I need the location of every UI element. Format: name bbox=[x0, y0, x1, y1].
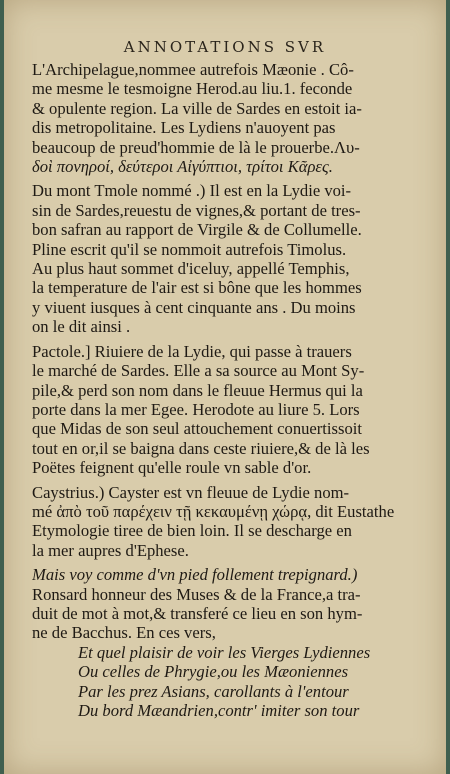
text-line: Caystrius.) Cayster est vn fleuue de Lydie nom- bbox=[32, 482, 350, 502]
verse-line: Ou celles de Phrygie,ou les Mæoniennes bbox=[78, 662, 349, 682]
text-line: Etymologie tiree de bien loin. Il se descharge en bbox=[32, 521, 352, 541]
running-header: ANNOTATIONS SVR bbox=[123, 38, 327, 56]
page-body bbox=[32, 60, 436, 720]
text-line: pile,& perd son nom dans le fleuue Hermus qui la bbox=[32, 380, 363, 400]
text-line: L'Archipelague,nommee autrefois Mæonie . Cô- bbox=[32, 60, 354, 79]
text-line: mé ἀπὸ τοῦ παρέχειν τῇ κεκαυμένῃ χώρᾳ, dit Eustathe bbox=[32, 501, 395, 521]
text-line: & opulente region. La ville de Sardes en estoit ia- bbox=[32, 98, 362, 118]
text-line: duit de mot à mot,& transferé ce lieu en son hym- bbox=[32, 603, 363, 623]
text-line: beaucoup de preud'hommie de là le prouerbe.Λυ- bbox=[32, 137, 360, 157]
verse-line: Par les prez Asians, carollants à l'entour bbox=[78, 681, 349, 701]
text-line: porte dans la mer Egee. Herodote au liure 5. Lors bbox=[32, 399, 360, 419]
text-line: tout en or,il se baigna dans ceste riuiere,& de là les bbox=[32, 438, 370, 458]
text-line: me mesme le tesmoigne Herod.au liu.1. feconde bbox=[32, 79, 353, 99]
text-line: Du mont Tmole nommé .) Il est en la Lydie voi- bbox=[32, 181, 352, 201]
text-line: dis metropolitaine. Les Lydiens n'auoyent pas bbox=[32, 118, 336, 138]
text-line: y viuent iusques à cent cinquante ans . Du moins bbox=[32, 297, 356, 317]
text-line: δοὶ πονηροί, δεύτεροι Αἰγύπτιοι, τρίτοι Κᾶρες. bbox=[32, 157, 333, 177]
text-line: on le dit ainsi . bbox=[32, 317, 131, 337]
text-line: Au plus haut sommet d'iceluy, appellé Temphis, bbox=[32, 259, 350, 279]
text-line: Pline escrit qu'il se nommoit autrefois Timolus. bbox=[32, 239, 347, 259]
text-line: Pactole.] Riuiere de la Lydie, qui passe à trauers bbox=[32, 341, 352, 361]
text-line: la temperature de l'air est si bône que les hommes bbox=[32, 278, 362, 298]
text-line: Poëtes feignent qu'elle roule vn sable d'or. bbox=[32, 458, 312, 478]
text-line: Mais voy comme d'vn pied follement trepignard.) bbox=[32, 565, 358, 585]
text-line: la mer aupres d'Ephese. bbox=[32, 540, 189, 560]
text-line: le marché de Sardes. Elle a sa source au Mont Sy- bbox=[32, 361, 365, 381]
text-line: bon safran au rapport de Virgile & de Collumelle. bbox=[32, 220, 362, 240]
verse-line: Du bord Mæandrien,contr' imiter son tour bbox=[78, 701, 360, 720]
text-line: Ronsard honneur des Muses & de la France,a tra- bbox=[32, 584, 361, 604]
book-page bbox=[4, 0, 446, 774]
text-line: sin de Sardes,reuestu de vignes,& portant de tres- bbox=[32, 200, 361, 220]
text-line: que Midas de son seul attouchement conuertissoit bbox=[32, 419, 362, 439]
verse-line: Et quel plaisir de voir les Vierges Lydiennes bbox=[78, 642, 371, 662]
text-line: ne de Bacchus. En ces vers, bbox=[32, 623, 216, 643]
